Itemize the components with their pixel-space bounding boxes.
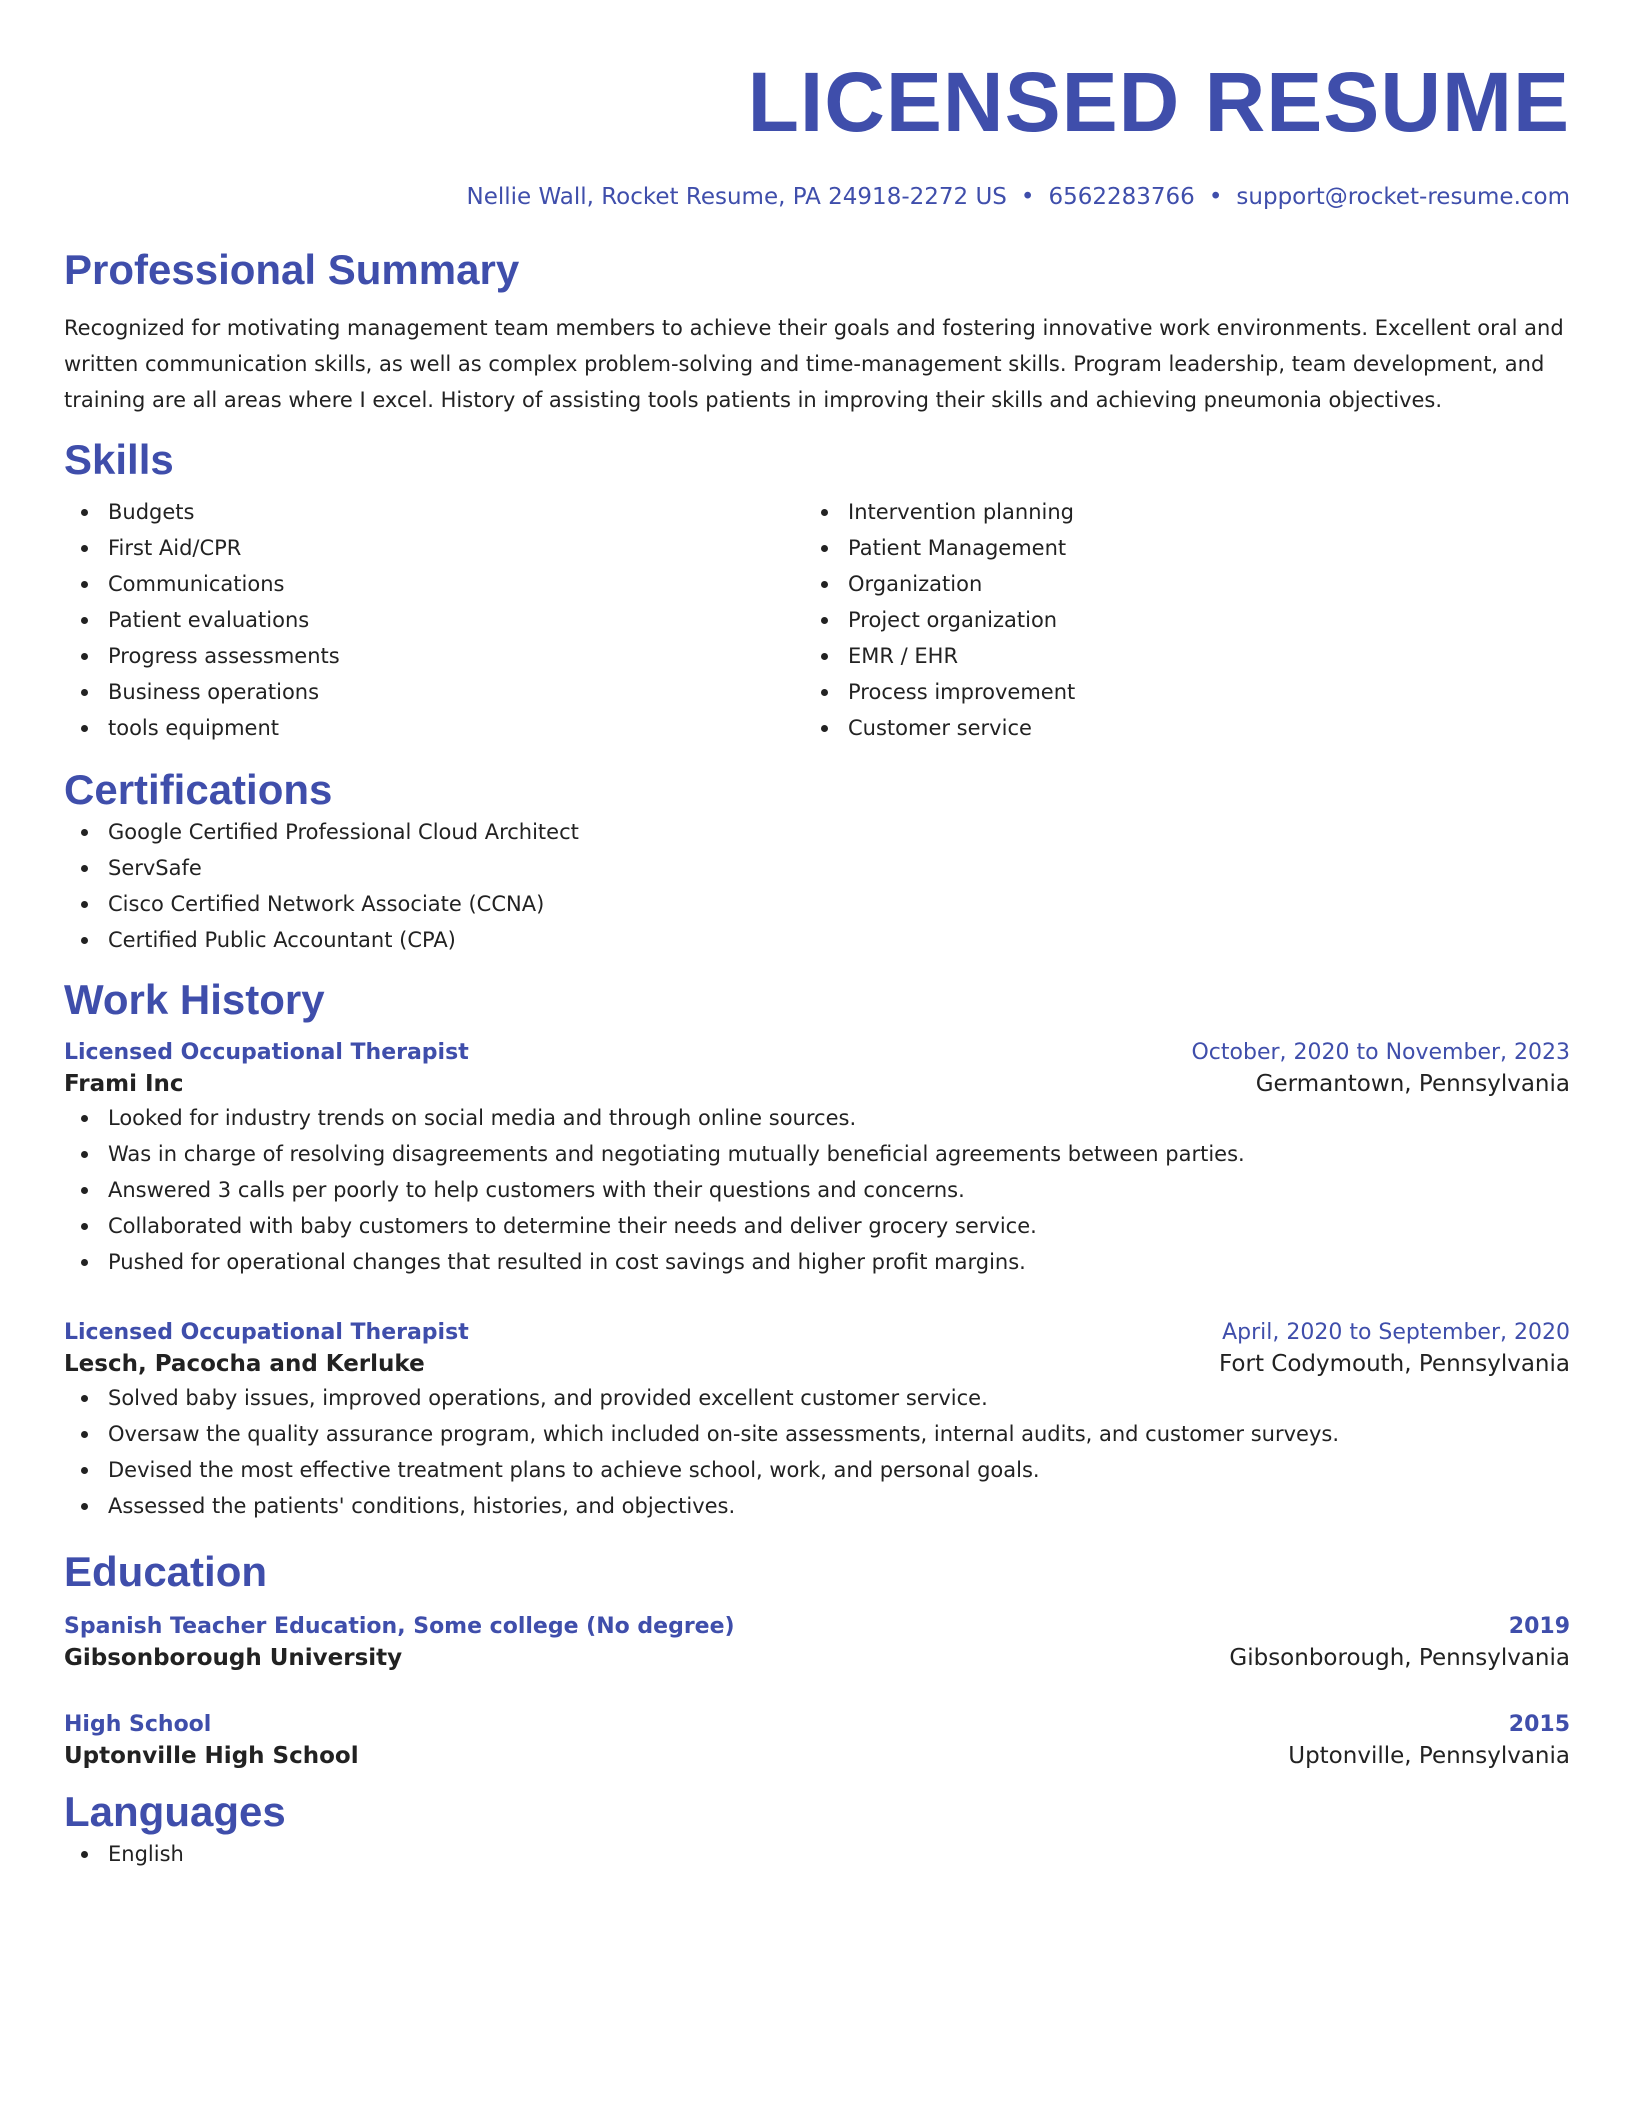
job-bullets [64,1100,1570,1280]
skill-item: Communications [64,566,804,602]
job-company-row [64,1348,1570,1380]
summary-heading: Professional Summary [64,246,520,293]
contact-email: support@rocket-resume.com [1236,184,1570,210]
contact-separator: • [1020,184,1035,210]
skills-heading: Skills [64,436,174,483]
certification-item: ServSafe [64,850,1570,886]
job-bullet: Looked for industry trends on social media and through online sources. [64,1100,1570,1136]
job-title-row [64,1038,1570,1068]
skill-item: Progress assessments [64,638,804,674]
certifications-list [64,814,1570,958]
education-entry [64,1710,1570,1772]
language-item: English [64,1836,1570,1872]
job-bullets [64,1380,1570,1524]
job-dates: October, 2020 to November, 2023 [1191,1040,1570,1065]
contact-separator: • [1208,184,1223,210]
job-location: Germantown, Pennsylvania [1255,1071,1570,1097]
skill-item: Patient evaluations [64,602,804,638]
contact-address: Nellie Wall, Rocket Resume, PA 24918-2272 US [466,184,1007,210]
job-company-row [64,1068,1570,1100]
certification-item: Cisco Certified Network Associate (CCNA) [64,886,1570,922]
education-location: Gibsonborough, Pennsylvania [1229,1645,1570,1671]
work-history-heading: Work History [64,976,325,1023]
education-school-row [64,1642,1570,1674]
job-bullet: Was in charge of resolving disagreements and negotiating mutually beneficial agreements between parties. [64,1136,1570,1172]
languages-list [64,1836,1570,1872]
skill-item: EMR / EHR [804,638,1544,674]
skill-item: Organization [804,566,1544,602]
job-entry [64,1318,1570,1524]
education-degree: Spanish Teacher Education, Some college (No degree) [64,1614,735,1639]
skills-right-list [804,494,1544,746]
job-bullet: Answered 3 calls per poorly to help customers with their questions and concerns. [64,1172,1570,1208]
certification-item: Google Certified Professional Cloud Architect [64,814,1570,850]
education-year: 2019 [1508,1614,1570,1639]
job-entry [64,1038,1570,1280]
job-company: Lesch, Pacocha and Kerluke [64,1351,425,1377]
skills-left-list [64,494,804,746]
job-company: Frami Inc [64,1071,184,1097]
education-entry [64,1612,1570,1674]
contact-line [64,182,1570,212]
education-location: Uptonville, Pennsylvania [1288,1743,1570,1769]
education-degree-row [64,1710,1570,1740]
education-school: Uptonville High School [64,1743,359,1769]
job-bullet: Assessed the patients' conditions, histories, and objectives. [64,1488,1570,1524]
job-bullet: Solved baby issues, improved operations, and provided excellent customer service. [64,1380,1570,1416]
education-year: 2015 [1508,1712,1570,1737]
job-bullet: Pushed for operational changes that resulted in cost savings and higher profit margins. [64,1244,1570,1280]
skill-item: Business operations [64,674,804,710]
education-heading: Education [64,1548,268,1595]
job-dates: April, 2020 to September, 2020 [1222,1320,1570,1345]
skills-grid [64,494,1570,746]
education-degree: High School [64,1712,212,1737]
skill-item: Patient Management [804,530,1544,566]
contact-phone: 6562283766 [1048,184,1195,210]
resume-title: LICENSED RESUME [747,55,1570,149]
job-bullet: Devised the most effective treatment plans to achieve school, work, and personal goals. [64,1452,1570,1488]
education-school: Gibsonborough University [64,1645,403,1671]
skill-item: Process improvement [804,674,1544,710]
skill-item: Intervention planning [804,494,1544,530]
skill-item: Customer service [804,710,1544,746]
skill-item: First Aid/CPR [64,530,804,566]
job-bullet: Oversaw the quality assurance program, which included on-site assessments, internal audits, and customer surveys. [64,1416,1570,1452]
certifications-heading: Certifications [64,766,333,813]
certification-item: Certified Public Accountant (CPA) [64,922,1570,958]
job-title-row [64,1318,1570,1348]
languages-heading: Languages [64,1788,286,1835]
skill-item: Budgets [64,494,804,530]
job-bullet: Collaborated with baby customers to determine their needs and deliver grocery service. [64,1208,1570,1244]
skill-item: tools equipment [64,710,804,746]
summary-text: Recognized for motivating management team members to achieve their goals and fostering innovative work environments. Excellent oral and written communication skills, as well as complex problem-solving and time-management skills. Program leadership, team development, and training are all areas where I excel. History of assisting tools patients in improving their skills and achieving pneumonia objectives. [64,316,1564,412]
job-title: Licensed Occupational Therapist [64,1040,469,1065]
skill-item: Project organization [804,602,1544,638]
job-title: Licensed Occupational Therapist [64,1320,469,1345]
education-school-row [64,1740,1570,1772]
job-location: Fort Codymouth, Pennsylvania [1219,1351,1570,1377]
education-degree-row [64,1612,1570,1642]
